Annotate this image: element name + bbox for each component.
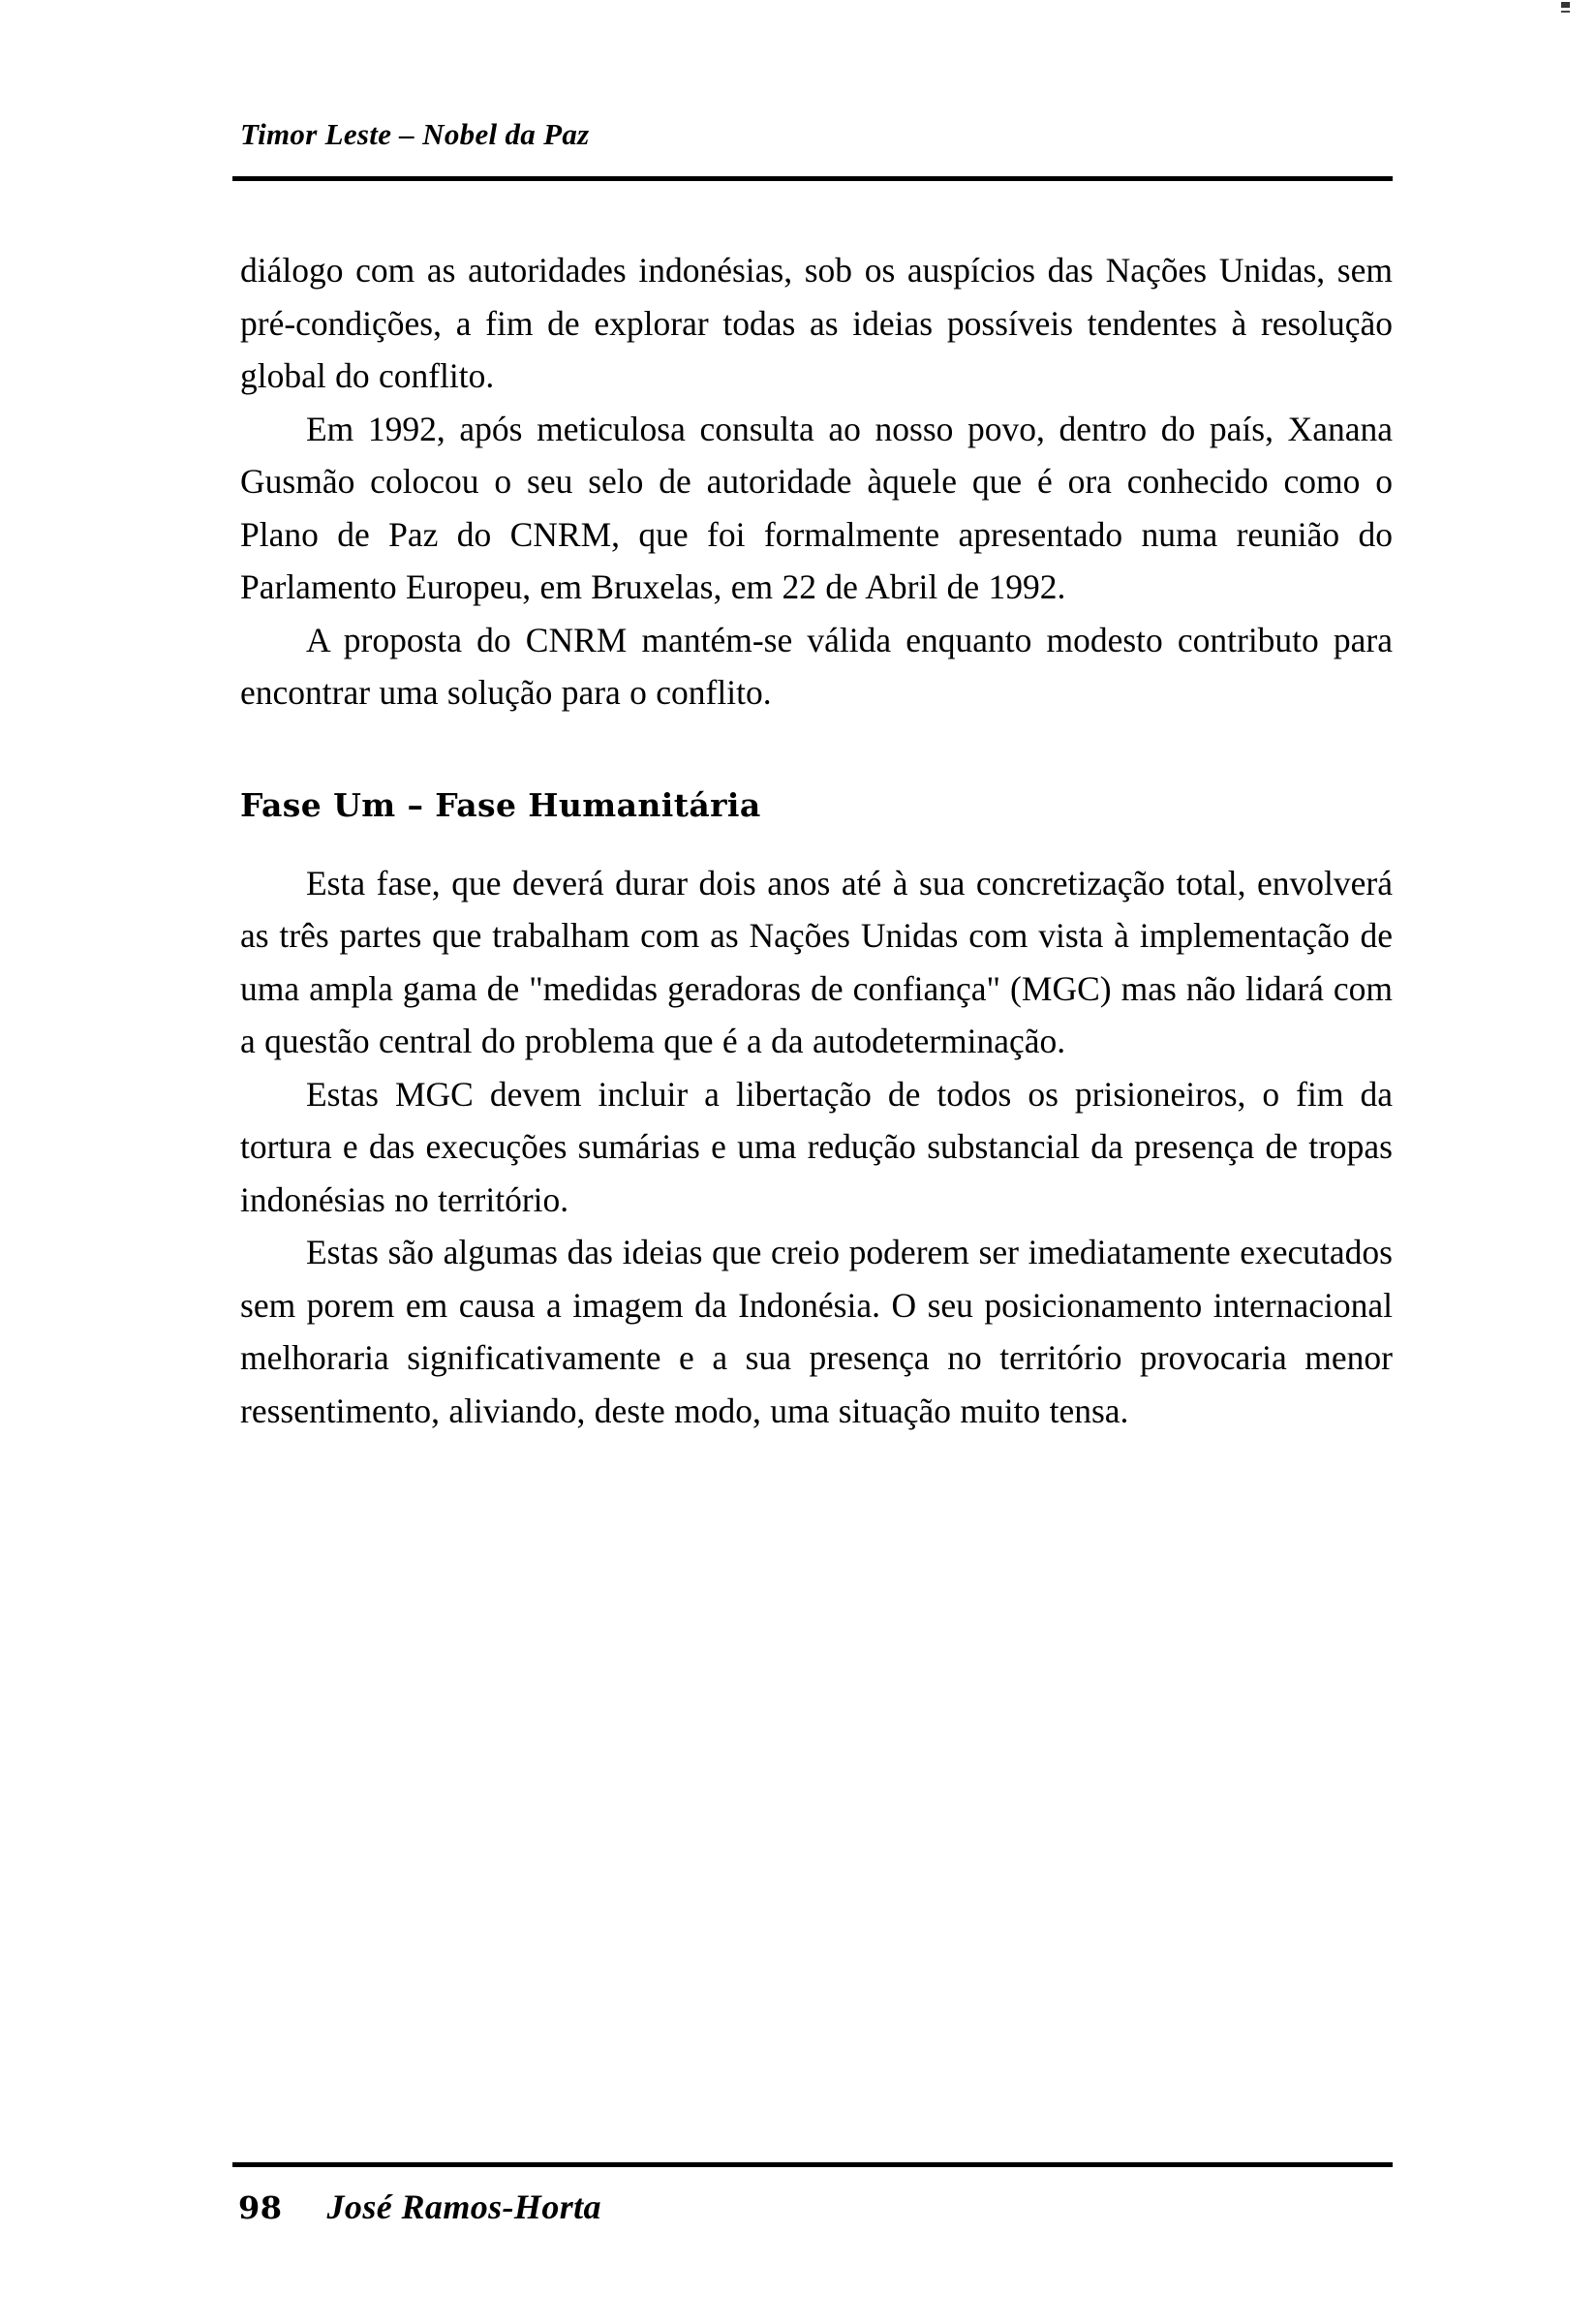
paragraph-estas-sao-algumas: Estas são algumas das ideias que creio poderem ser imediatamente executados sem porem em causa a imagem da Indonésia. O seu posicionamento internacional melhoraria significativamente e a sua presença no território provocaria menor ressentimento, aliviando, deste modo, uma situação muito tensa. (240, 1233, 1393, 1430)
paragraph-continuation: diálogo com as autoridades indonésias, sob os auspícios das Nações Unidas, sem pré-condições, a fim de explorar todas as ideias possíveis tendentes à resolução global do conflito. (240, 251, 1393, 395)
footer-author-name: José Ramos-Horta (326, 2187, 601, 2226)
scan-artifact-speck (1561, 2, 1570, 15)
paragraph-estas-mgc: Estas MGC devem incluir a libertação de todos os prisioneiros, o fim da tortura e das execuções sumárias e uma redução substancial da presença de tropas indonésias no território. (240, 1074, 1393, 1219)
page-number: 98 (238, 2189, 283, 2226)
header-rule (232, 176, 1393, 181)
running-head-title: Timor Leste – Nobel da Paz (240, 117, 590, 151)
paragraph-1992-consulta: Em 1992, após meticulosa consulta ao nosso povo, dentro do país, Xanana Gusmão colocou o seu selo de autoridade àquele que é ora conhecido como o Plano de Paz do CNRM, que foi formalmente apresentado numa reunião do Parlamento Europeu, em Bruxelas, em 22 de Abril de 1992. (240, 409, 1393, 606)
paragraph-proposta-cnrm: A proposta do CNRM mantém-se válida enquanto modesto contributo para encontrar uma solução para o conflito. (240, 620, 1393, 712)
section-heading-fase-um: Fase Um – Fase Humanitária (240, 785, 761, 824)
page-footer (238, 2186, 1400, 2227)
heading-spacer-above (240, 719, 1393, 780)
footer-rule (232, 2162, 1393, 2167)
running-head (240, 118, 1402, 151)
text-column (240, 244, 1393, 1437)
paragraph-esta-fase: Esta fase, que deverá durar dois anos até à sua concretização total, envolverá as três partes que trabalham com as Nações Unidas com vista à implementação de uma ampla gama de "medidas geradoras de confiança" (MGC) mas não lidará com a questão central do problema que é a da autodeterminação. (240, 863, 1393, 1060)
heading-spacer-below (240, 832, 1393, 857)
